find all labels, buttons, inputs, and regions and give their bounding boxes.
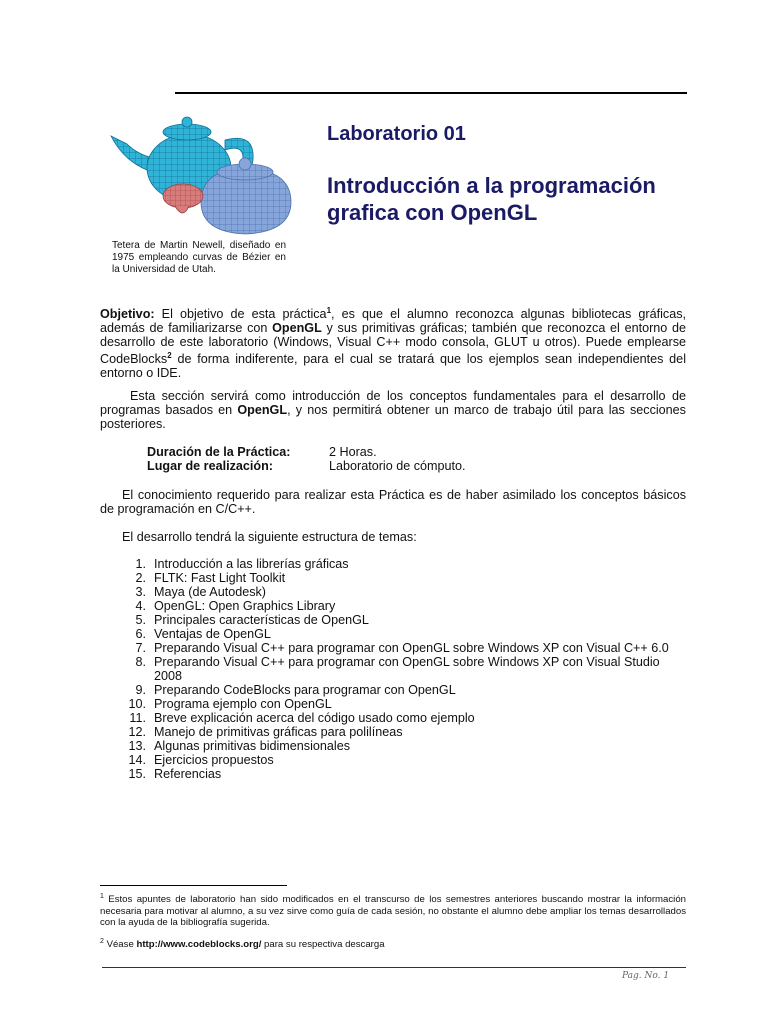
list-item: 6. Ventajas de OpenGL xyxy=(135,627,271,641)
footnote-ref-2[interactable]: 2 xyxy=(167,351,172,361)
place-row xyxy=(147,459,466,473)
knowledge-paragraph: El conocimiento requerido para realizar esta Práctica es de haber asimilado los conceptos básicos de programación en C/C++. xyxy=(100,488,686,516)
page-number: Pag. No. 1 xyxy=(622,971,670,981)
list-item: 2. FLTK: Fast Light Toolkit xyxy=(135,571,286,585)
list-item: 8. Preparando Visual C++ para programar con OpenGL sobre Windows XP con Visual Studio 2008 xyxy=(135,655,660,683)
footnote-ref-1[interactable]: 1 xyxy=(326,306,332,315)
teapot-illustration xyxy=(105,110,305,238)
list-item: 1. Introducción a las librerías gráficas xyxy=(135,557,349,571)
place-value: Laboratorio de cómputo. xyxy=(329,459,466,473)
footer-rule xyxy=(102,967,686,968)
duration-label: Duración de la Práctica: xyxy=(147,445,291,459)
codeblocks-link[interactable]: http://www.codeblocks.org/ xyxy=(136,939,262,951)
list-item: 13. Algunas primitivas bidimensionales xyxy=(128,739,350,753)
list-item: 10. Programa ejemplo con OpenGL xyxy=(128,697,332,711)
duration-value: 2 Horas. xyxy=(329,445,377,459)
duration-row xyxy=(147,445,377,459)
footnote-2: $^2$ Véase http://www.codeblocks.org/ para su respectiva descarga xyxy=(100,938,385,951)
objective-label: Objetivo: xyxy=(100,307,155,322)
footnote-1: $^1$ Estos apuntes de laboratorio han sido modificados en el transcurso de los semestres anteriores buscando mostrar la información necesaria para motivar al alumno, a su vez sirve como guía de cada sesión, no obstante el alumno debe ampliar los temas desarrollados con la ayuda de la bibliografía sugerida. xyxy=(100,893,686,929)
header-rule xyxy=(175,92,687,94)
list-item: 12. Manejo de primitivas gráficas para polilíneas xyxy=(128,725,403,739)
footnote-rule xyxy=(100,885,287,886)
list-item: 11. Breve explicación acerca del código usado como ejemplo xyxy=(129,711,475,725)
list-item: 7. Preparando Visual C++ para programar con OpenGL sobre Windows XP con Visual C++ 6.0 xyxy=(135,641,669,655)
list-item: 3. Maya (de Autodesk) xyxy=(135,585,267,599)
objective-paragraph: Objetivo: El objetivo de esta práctica$^1$, es que el alumno reconozca algunas bibliotecas gráficas, además de familiarizarse con OpenGL y sus primitivas gráficas; también que reconozca el entorno de desarrollo de este laboratorio (Windows, Visual C++ modo consola, GLUT u otros). Puede emplearse CodeBlocks$^2$ de forma indiferente, para el cual se tratará que los ejemplos sean independientes del entorno o IDE. xyxy=(100,306,686,381)
structure-intro: El desarrollo tendrá la siguiente estructura de temas: xyxy=(122,530,417,544)
list-item: 14. Ejercicios propuestos xyxy=(128,753,274,767)
intro-paragraph: Esta sección servirá como introducción de los conceptos fundamentales para el desarrollo de programas basados en OpenGL, y nos permitirá obtener un marco de trabajo útil para las secciones posteriores. xyxy=(100,389,686,431)
place-label: Lugar de realización: xyxy=(147,459,273,473)
lab-number: Laboratorio 01 xyxy=(327,123,466,145)
figure-caption: Tetera de Martin Newell, diseñado en 1975 empleando curvas de Bézier en la Universidad de Utah. xyxy=(112,240,286,275)
list-item: 15. Referencias xyxy=(128,767,222,781)
topics-list xyxy=(120,557,694,781)
list-item: 4. OpenGL: Open Graphics Library xyxy=(135,599,336,613)
list-item: 5. Principales características de OpenGL xyxy=(135,613,369,627)
list-item: 9. Preparando CodeBlocks para programar con OpenGL xyxy=(135,683,456,697)
page-title: Introducción a la programación grafica con OpenGL xyxy=(327,173,656,225)
